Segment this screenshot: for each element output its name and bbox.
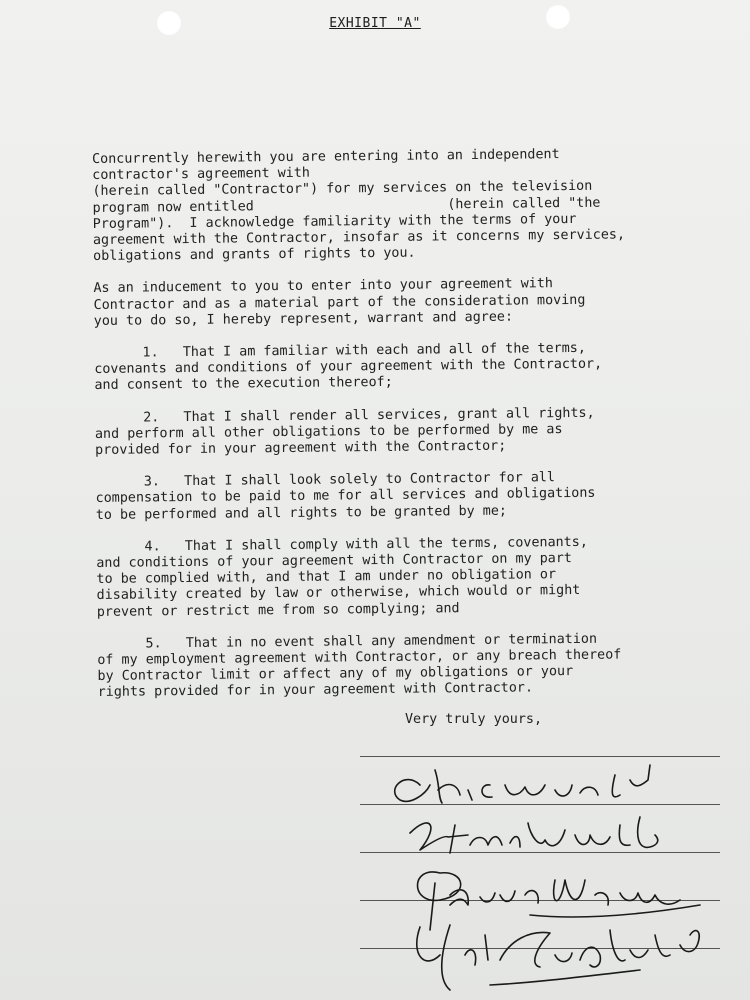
text-line: prevent or restrict me from so complying; and <box>96 600 460 620</box>
signature-2 <box>410 817 658 853</box>
text-line: program now entitled (herein called "the <box>92 195 601 216</box>
text-line: 1. That I am familiar with each and all of the terms, <box>94 340 586 362</box>
numbered-item <box>94 339 744 394</box>
text-line: to be complied with, and that I am under no obligation or <box>96 567 557 588</box>
signature-3 <box>418 872 701 930</box>
numbered-item <box>97 630 748 702</box>
numbered-item <box>95 468 745 523</box>
text-line: Concurrently herewith you are entering into an independent <box>92 147 560 167</box>
text-line: and perform all other obligations to be performed by me as <box>94 421 563 442</box>
text-line: disability created by law or otherwise, which would or might <box>96 583 581 604</box>
intro-paragraph <box>92 145 743 265</box>
text-line: and consent to the execution thereof; <box>94 375 393 394</box>
text-line: you to do so, I hereby represent, warrant and agree: <box>93 309 514 329</box>
text-line: covenants and conditions of your agreement with the Contractor, <box>94 356 603 378</box>
text-line: contractor's agreement with <box>92 165 310 184</box>
text-line: provided for in your agreement with the Contractor; <box>95 438 507 459</box>
text-line: obligations and grants of rights to you. <box>93 245 416 265</box>
document-body <box>92 145 748 701</box>
numbered-items <box>94 323 748 701</box>
text-line: compensation to be paid to me for all services and obligations <box>95 486 596 507</box>
closing-salutation: Very truly yours, <box>405 712 543 727</box>
text-line: Program"). I acknowledge familiarity with the terms of your <box>92 211 577 232</box>
handwritten-signatures <box>380 755 740 995</box>
text-line: 3. That I shall look solely to Contractor for all <box>95 470 556 491</box>
text-line: 2. That I shall render all services, grant all rights, <box>94 405 595 426</box>
signature-4 <box>417 925 699 990</box>
signature-1 <box>395 765 650 803</box>
text-line: Contractor and as a material part of the consideration moving <box>93 292 586 313</box>
numbered-item <box>95 404 745 459</box>
text-line: As an inducement to you to enter into your agreement with <box>93 276 554 297</box>
text-line: by Contractor limit or affect any of my obligations or your <box>97 664 574 685</box>
text-line: (herein called "Contractor") for my services on the television <box>92 179 593 200</box>
inducement-paragraph <box>93 275 743 330</box>
text-line: agreement with the Contractor, insofar as it concerns my services, <box>92 227 626 249</box>
text-line: 4. That I shall comply with all the terms, covenants, <box>96 534 588 555</box>
text-line: and conditions of your agreement with Contractor on my part <box>96 551 573 572</box>
document-title: EXHIBIT "A" <box>329 16 421 31</box>
text-line: rights provided for in your agreement with Contractor. <box>97 680 534 701</box>
text-line: to be performed and all rights to be granted by me; <box>95 503 508 523</box>
text-line: of my employment agreement with Contractor, or any breach thereof <box>97 647 622 669</box>
numbered-item <box>96 533 747 621</box>
text-line: 5. That in no event shall any amendment or termination <box>97 631 598 652</box>
